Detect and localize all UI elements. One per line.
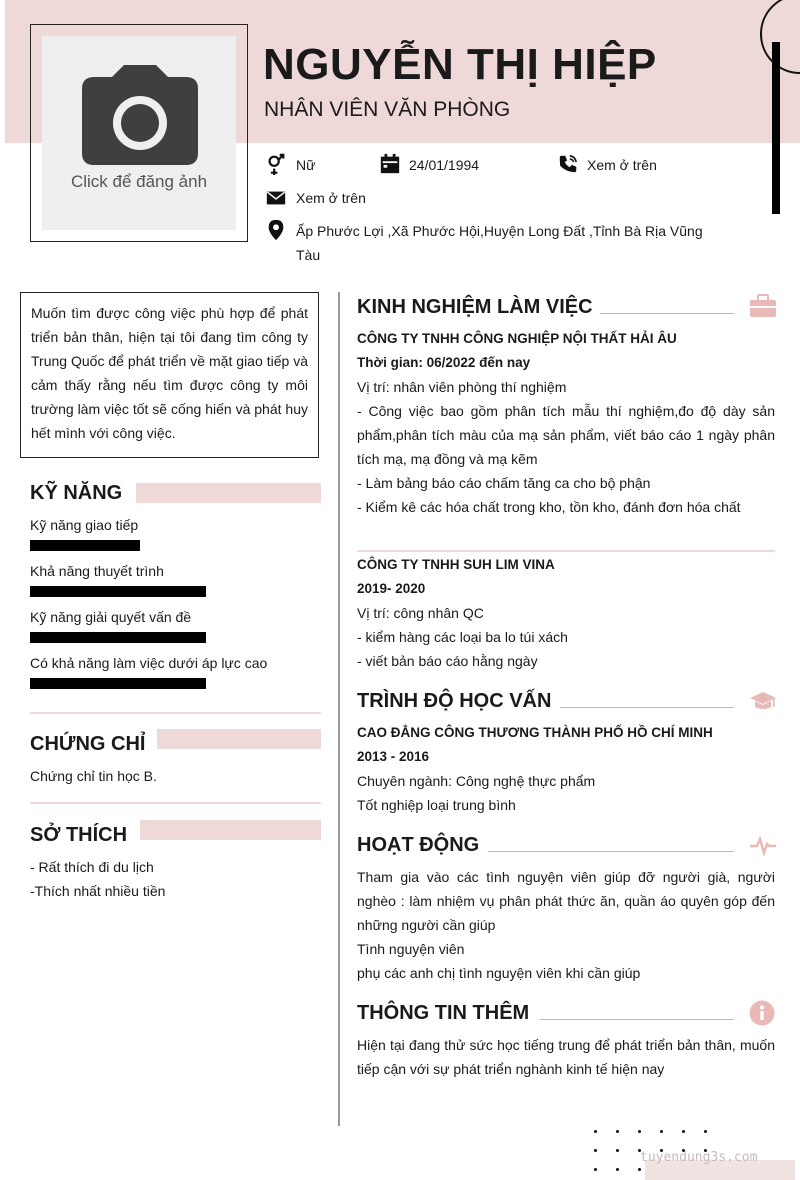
birthday-value: 24/01/1994 (409, 157, 480, 173)
skill-level-bar (30, 632, 206, 643)
extra-info-text: Hiện tại đang thử sức học tiếng trung để phát triển bản thân, muốn tiếp cận với sự phát triển nghành kinh tế hiện nay (357, 1037, 775, 1077)
job-duty: - viết bản báo cáo hằng ngày (357, 653, 538, 669)
skill-level-bar (30, 540, 140, 551)
school-name: CAO ĐẲNG CÔNG THƯƠNG THÀNH PHỐ HỒ CHÍ MINH (357, 725, 713, 740)
job-position: Vị trí: công nhân QC (357, 605, 484, 621)
hobby-item: - Rất thích đi du lịch (30, 859, 154, 875)
dot (594, 1130, 597, 1133)
hobbies-title-bar (140, 820, 321, 840)
dot (594, 1149, 597, 1152)
job-duty: - Làm bảng báo cáo chấm tăng ca cho bộ phận (357, 475, 651, 491)
address-line-1: Ấp Phước Lợi ,Xã Phước Hội,Huyện Long Đất ,Tỉnh Bà Rịa Vũng (296, 223, 703, 239)
dot (616, 1130, 619, 1133)
activity-role: Tình nguyện viên (357, 941, 465, 957)
pulse-icon (749, 836, 777, 856)
activities-title: HOẠT ĐỘNG (357, 834, 480, 856)
hobby-item: -Thích nhất nhiều tiền (30, 883, 166, 899)
certificates-title: CHỨNG CHỈ (30, 733, 146, 755)
career-objective: Muốn tìm được công việc phù hợp để phát triển bản thân, hiện tại tôi đang tìm công ty Trung Quốc để phát triển về mặt giao tiếp và cảm thấy rằng nếu tìm được công ty môi trường làm việc tốt sẽ cống hiến và phát huy hết mình với công việc. (20, 292, 319, 458)
briefcase-icon (749, 294, 777, 318)
dot (660, 1130, 663, 1133)
skill-label: Kỹ năng giải quyết vấn đề (30, 609, 192, 625)
job-duty: - Kiểm kê các hóa chất trong kho, tồn kho, đánh đơn hóa chất (357, 499, 741, 515)
skill-label: Khả năng thuyết trình (30, 563, 164, 579)
dot (616, 1149, 619, 1152)
gender-value: Nữ (296, 157, 316, 173)
dot (638, 1130, 641, 1133)
education-title: TRÌNH ĐỘ HỌC VẤN (357, 690, 552, 712)
education-grade: Tốt nghiệp loại trung bình (357, 797, 516, 813)
job-duty: - kiểm hàng các loại ba lo túi xách (357, 629, 568, 645)
skills-title: KỸ NĂNG (30, 482, 123, 504)
email-icon (265, 187, 287, 209)
title-rule (540, 1019, 734, 1020)
job-position: Vị trí: nhân viên phòng thí nghiệm (357, 379, 567, 395)
watermark: tuyendung3s.com (640, 1150, 758, 1165)
calendar-icon (379, 153, 401, 175)
email-value: Xem ở trên (296, 190, 366, 206)
section-divider (30, 802, 321, 804)
dot (616, 1168, 619, 1171)
camera-icon (82, 65, 198, 165)
skill-label: Kỹ năng giao tiếp (30, 517, 139, 533)
candidate-name: NGUYỄN THỊ HIỆP (263, 40, 657, 89)
dot (704, 1130, 707, 1133)
dot (638, 1168, 641, 1171)
job-title: NHÂN VIÊN VĂN PHÒNG (264, 98, 511, 121)
phone-icon (557, 153, 579, 175)
job-period: Thời gian: 06/2022 đến nay (357, 355, 531, 370)
skill-label: Có khả năng làm việc dưới áp lực cao (30, 655, 268, 671)
dot (594, 1168, 597, 1171)
certificates-title-bar (157, 729, 321, 749)
title-rule (560, 707, 734, 708)
company-name: CÔNG TY TNHH CÔNG NGHIỆP NỘI THẤT HẢI ÂU (357, 331, 677, 346)
section-divider (30, 712, 321, 714)
address-line-2: Tàu (296, 247, 321, 263)
experience-title: KINH NGHIỆM LÀM VIỆC (357, 296, 593, 318)
dot (682, 1130, 685, 1133)
education-period: 2013 - 2016 (357, 749, 430, 764)
photo-upload-label[interactable]: Click để đăng ảnh (70, 172, 208, 191)
right-accent-bar (772, 42, 780, 214)
title-rule (600, 313, 734, 314)
job-divider (357, 550, 775, 552)
job-period: 2019- 2020 (357, 581, 426, 596)
column-divider (338, 292, 340, 1126)
job-duty: - Công việc bao gồm phân tích mẫu thí nghiệm,đo độ dày sản phẩm,phân tích màu của mạ sản phẩm, viết báo cáo 1 ngày phân tích mạ, mạ đồng và mạ kẽm (357, 403, 775, 467)
education-major: Chuyên ngành: Công nghệ thực phẩm (357, 773, 596, 789)
graduation-cap-icon (749, 690, 777, 712)
location-pin-icon (265, 219, 287, 241)
activity-detail: phụ các anh chị tình nguyện viên khi cần giúp (357, 965, 641, 981)
info-icon (749, 1000, 775, 1026)
skill-level-bar (30, 678, 206, 689)
phone-value: Xem ở trên (587, 157, 657, 173)
extra-info-title: THÔNG TIN THÊM (357, 1002, 530, 1024)
skill-level-bar (30, 586, 206, 597)
activity-description: Tham gia vào các tình nguyện viên giúp đỡ người già, người nghèo : làm nhiệm vụ phân phát thức ăn, quần áo quyên góp đến những người cần giúp (357, 869, 775, 933)
certificate-item: Chứng chỉ tin học B. (30, 768, 157, 784)
title-rule (488, 851, 734, 852)
hobbies-title: SỞ THÍCH (30, 824, 128, 846)
gender-icon (265, 153, 287, 175)
company-name: CÔNG TY TNHH SUH LIM VINA (357, 557, 555, 572)
skills-title-bar (136, 483, 321, 503)
